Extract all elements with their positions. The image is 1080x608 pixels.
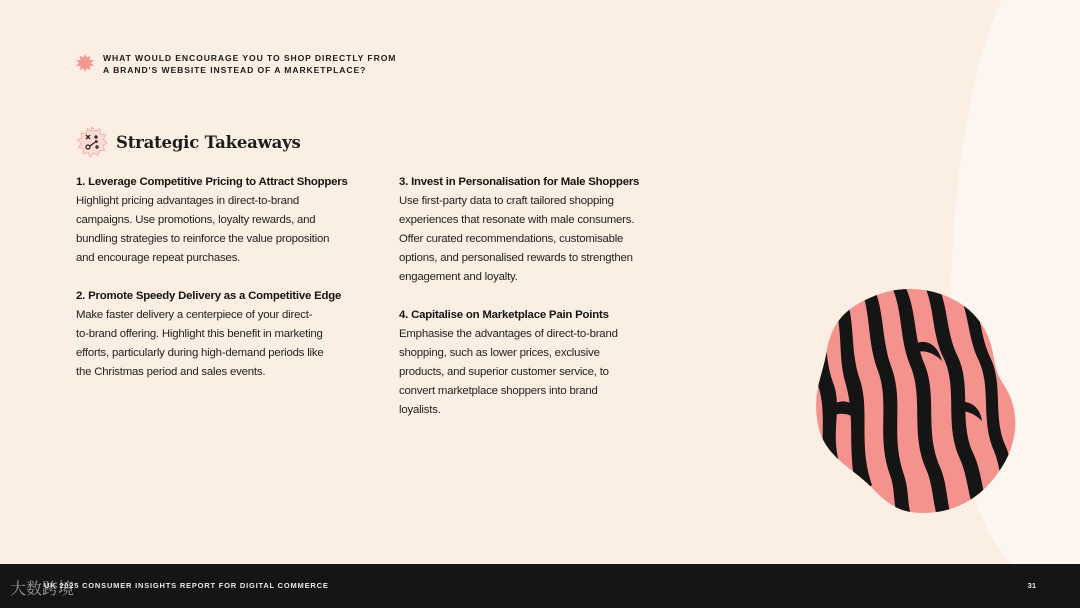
takeaway-heading: 3. Invest in Personalisation for Male Shoppers: [399, 176, 640, 188]
takeaway-body-line: Highlight pricing advantages in direct-to-brand: [76, 195, 299, 207]
takeaway-body-line: Make faster delivery a centerpiece of your direct-: [76, 309, 313, 321]
takeaway-body-line: experiences that resonate with male consumers.: [399, 214, 635, 226]
takeaway-2: [76, 287, 376, 382]
strategy-icon: [76, 126, 108, 158]
footer-bar: [0, 564, 1080, 608]
takeaway-heading: 1. Leverage Competitive Pricing to Attract Shoppers: [76, 176, 348, 188]
takeaway-body-line: the Christmas period and sales events.: [76, 366, 266, 378]
takeaway-3: [399, 173, 664, 287]
takeaway-body-line: Emphasise the advantages of direct-to-brand: [399, 328, 618, 340]
takeaway-heading: 2. Promote Speedy Delivery as a Competitive Edge: [76, 290, 342, 302]
takeaway-body-line: shopping, such as lower prices, exclusive: [399, 347, 600, 359]
takeaway-1: [76, 173, 376, 268]
question-line-1: WHAT WOULD ENCOURAGE YOU TO SHOP DIRECTLY FROM: [103, 53, 397, 63]
takeaway-body-line: products, and superior customer service, to: [399, 366, 609, 378]
section-title: Strategic Takeaways: [116, 132, 301, 152]
takeaway-body-line: Offer curated recommendations, customisable: [399, 233, 624, 245]
starburst-icon: [76, 54, 94, 72]
takeaway-heading: 4. Capitalise on Marketplace Pain Points: [399, 309, 609, 321]
takeaway-body-line: to-brand offering. Highlight this benefit in marketing: [76, 328, 323, 340]
takeaway-body-line: convert marketplace shoppers into brand: [399, 385, 598, 397]
takeaway-body-line: efforts, particularly during high-demand periods like: [76, 347, 324, 359]
takeaway-body-line: loyalists.: [399, 404, 441, 416]
takeaway-body-line: options, and personalised rewards to strengthen: [399, 252, 633, 264]
zebra-pattern-blob-illustration: [812, 285, 1017, 520]
takeaway-body-line: bundling strategies to reinforce the value proposition: [76, 233, 330, 245]
takeaway-body-line: and encourage repeat purchases.: [76, 252, 241, 264]
page-number: 31: [1027, 581, 1036, 590]
takeaways-left-column: [76, 173, 376, 401]
report-title: UK 2025 CONSUMER INSIGHTS REPORT FOR DIGITAL COMMERCE: [44, 581, 329, 590]
question-line-2: A BRAND'S WEBSITE INSTEAD OF A MARKETPLACE?: [103, 64, 367, 75]
question-header: [76, 53, 396, 76]
section-title-row: [76, 126, 301, 158]
takeaways-right-column: [399, 173, 664, 439]
question-text: [103, 53, 396, 76]
takeaway-body-line: Use first-party data to craft tailored shopping: [399, 195, 614, 207]
takeaway-body-line: campaigns. Use promotions, loyalty rewards, and: [76, 214, 316, 226]
watermark-text: 大数跨境: [10, 579, 75, 598]
takeaway-body-line: engagement and loyalty.: [399, 271, 518, 283]
takeaway-4: [399, 306, 664, 420]
